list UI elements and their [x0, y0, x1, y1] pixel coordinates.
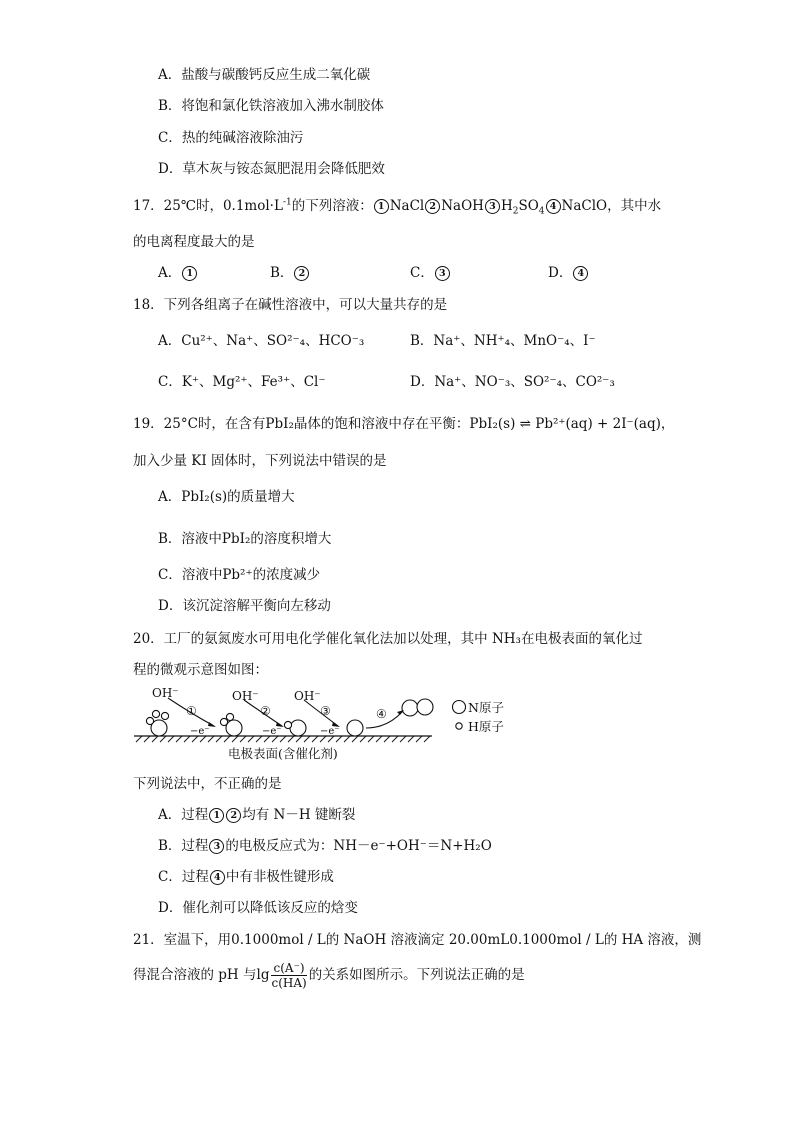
circled-number-icon: 2 [425, 199, 440, 214]
q17-option-b: B． 2 [270, 264, 310, 282]
step-2-label: ② [260, 704, 271, 718]
q18-option-a: A．Cu²⁺、Na⁺、SO²⁻₄、HCO⁻₃ [158, 333, 365, 349]
circled-number-icon: 3 [485, 199, 500, 214]
q19-option-d: D．该沉淀溶解平衡向左移动 [158, 598, 331, 614]
circled-number-icon: 1 [374, 199, 389, 214]
q19-stem: 19．25°C时，在含有PbI₂晶体的饱和溶液中存在平衡：PbI₂(s) ⇌ Pb²⁺(aq) + 2I⁻(aq)， [133, 416, 675, 432]
step-3-label: ③ [320, 704, 331, 718]
q19-stem-line2: 加入少量 KI 固体时，下列说法中错误的是 [133, 453, 387, 469]
oh-label-3: OH⁻ [294, 689, 321, 703]
nh3-molecule [146, 710, 168, 736]
circled-number-icon: 4 [210, 870, 225, 885]
surface-label: 电极表面(含催化剂) [228, 746, 338, 761]
nh2-molecule [220, 713, 242, 736]
oh-label-2: OH⁻ [232, 689, 259, 703]
circled-number-icon: 4 [546, 199, 561, 214]
electron-label-3: −e⁻ [320, 726, 340, 737]
circled-number-icon: 2 [226, 808, 241, 823]
circled-number-icon: 3 [435, 266, 450, 281]
legend-h-label: H原子 [468, 719, 504, 734]
electrode-surface-diagram [132, 684, 532, 764]
q20-stem: 20．工厂的氨氮废水可用电化学催化氧化法加以处理，其中 NH₃在电极表面的氧化过 [133, 631, 643, 647]
q18-stem: 18．下列各组离子在碱性溶液中，可以大量共存的是 [133, 297, 448, 313]
q18-option-d: D．Na⁺、NO⁻₃、SO²⁻₄、CO²⁻₃ [410, 374, 615, 390]
circled-number-icon: 1 [209, 808, 224, 823]
legend-h-icon [456, 723, 462, 729]
q17-option-a: A． 1 [158, 264, 198, 282]
q20-question: 下列说法中，不正确的是 [133, 776, 282, 792]
q17-option-d: D． 4 [548, 264, 589, 282]
q20-option-d: D．催化剂可以降低该反应的焓变 [158, 900, 358, 916]
q16-option-a: A．盐酸与碳酸钙反应生成二氧化碳 [158, 67, 371, 83]
q19-option-c: C．溶液中Pb²⁺的浓度减少 [158, 567, 321, 583]
n-atom [347, 720, 363, 736]
concentration-ratio-fraction: $\frac{c(A^-)}{c(HA)}$ [271, 961, 307, 990]
q20-stem-line2: 程的微观示意图如图： [133, 662, 268, 678]
oh-label-1: OH⁻ [152, 686, 179, 700]
q20-option-a: A．过程 1 2 均有 N－H 键断裂 [158, 807, 356, 823]
electron-label-2: −e⁻ [262, 726, 282, 737]
q21-stem: 21．室温下，用0.1000mol / L的 NaOH 溶液滴定 20.00mL0.1000mol / L的 HA 溶液，测 [133, 932, 702, 948]
q16-option-d: D．草木灰与铵态氮肥混用会降低肥效 [158, 161, 385, 177]
step-1-label: ① [186, 704, 197, 718]
q20-option-b: B．过程 3 的电极反应式为：NH－e⁻+OH⁻＝N+H₂O [158, 838, 492, 854]
electron-label-1: −e⁻ [190, 726, 210, 737]
q16-option-b: B．将饱和氯化铁溶液加入沸水制胶体 [158, 98, 384, 114]
circled-number-icon: 1 [182, 266, 197, 281]
nh-molecule [284, 720, 306, 736]
circled-number-icon: 3 [209, 839, 224, 854]
step-4-label: ④ [376, 707, 387, 721]
q21-stem-line2: 得混合溶液的 pH 与lg $\frac{c(A^-)}{c(HA)}$ 的关系如图所示。下列说法正确的是 [133, 961, 525, 990]
q19-option-a: A．PbI₂(s)的质量增大 [158, 489, 295, 505]
q18-option-b: B．Na⁺、NH⁺₄、MnO⁻₄、I⁻ [410, 333, 596, 349]
circled-number-icon: 4 [573, 266, 588, 281]
q18-option-c: C．K⁺、Mg²⁺、Fe³⁺、Cl⁻ [158, 374, 326, 390]
q20-option-c: C．过程 4 中有非极性键形成 [158, 869, 334, 885]
legend-n-icon [453, 701, 466, 714]
q17-option-c: C． 3 [410, 264, 451, 282]
q17-stem-line2: 的电离程度最大的是 [133, 234, 255, 250]
q17-stem: 17．25℃时，$0.1mol\cdot L^{-1}$的下列溶液： 1 NaCl 2 NaOH 3 $H_2SO_4$ 4 NaClO，其中水 [133, 197, 662, 217]
circled-number-icon: 2 [294, 266, 309, 281]
surface-hatching [136, 736, 430, 742]
n2-molecule [402, 699, 433, 716]
legend-n-label: N原子 [468, 700, 504, 715]
q19-option-b: B．溶液中PbI₂的溶度积增大 [158, 531, 332, 547]
q16-option-c: C．热的纯碱溶液除油污 [158, 130, 304, 146]
